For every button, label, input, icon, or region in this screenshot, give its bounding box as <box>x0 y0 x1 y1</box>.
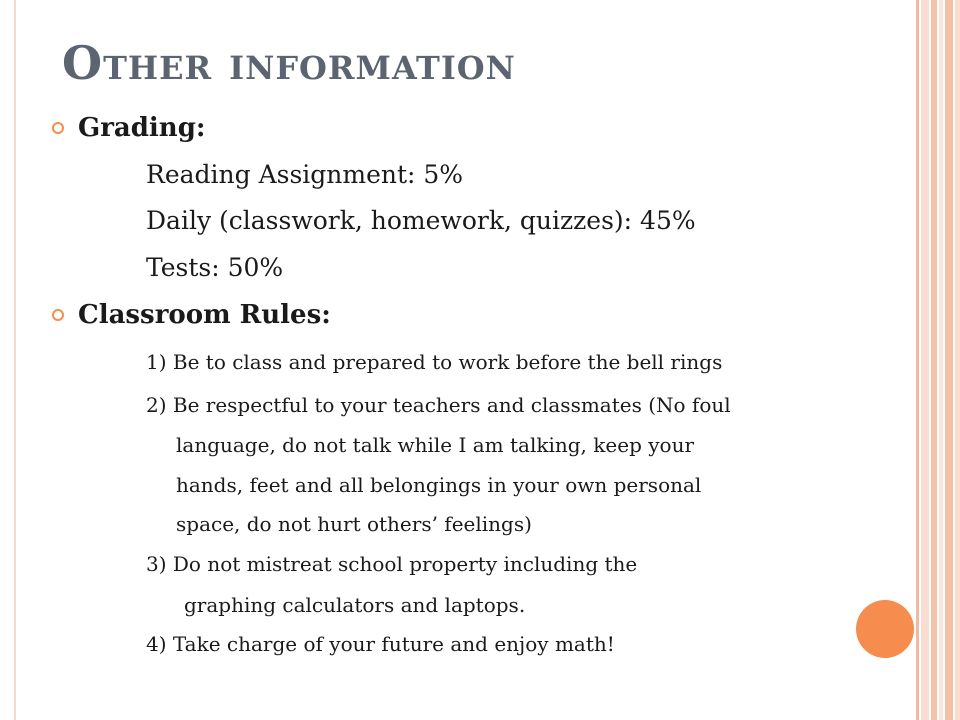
rule-line: language, do not talk while I am talking, keep your <box>176 433 695 457</box>
rule-line: 3) Do not mistreat school property including the <box>146 552 638 576</box>
rule-line: 1) Be to class and prepared to work before the bell rings <box>146 350 723 374</box>
rule-line: 2) Be respectful to your teachers and classmates (No foul <box>146 393 731 417</box>
bullet-circle-icon <box>52 309 64 321</box>
right-stripe <box>921 0 929 720</box>
rule-line: space, do not hurt others’ feelings) <box>176 512 532 536</box>
grading-item: Tests: 50% <box>146 253 284 282</box>
rule-line: graphing calculators and laptops. <box>184 593 526 617</box>
left-border <box>14 0 16 720</box>
grading-bullet <box>52 113 206 143</box>
right-stripe <box>955 0 960 720</box>
rule-line: hands, feet and all belongings in your own personal <box>176 473 702 497</box>
grading-item: Reading Assignment: 5% <box>146 160 464 189</box>
slide-title: Other information <box>62 36 516 90</box>
grading-item: Daily (classwork, homework, quizzes): 45% <box>146 206 696 235</box>
rules-heading: Classroom Rules: <box>78 300 331 330</box>
decorative-circle <box>856 600 914 658</box>
bullet-circle-icon <box>52 122 64 134</box>
grading-heading: Grading: <box>78 113 206 143</box>
right-stripe <box>939 0 943 720</box>
right-stripe <box>931 0 937 720</box>
right-stripe <box>916 0 919 720</box>
rule-line: 4) Take charge of your future and enjoy math! <box>146 632 615 656</box>
rules-bullet <box>52 300 331 330</box>
right-stripe <box>945 0 953 720</box>
